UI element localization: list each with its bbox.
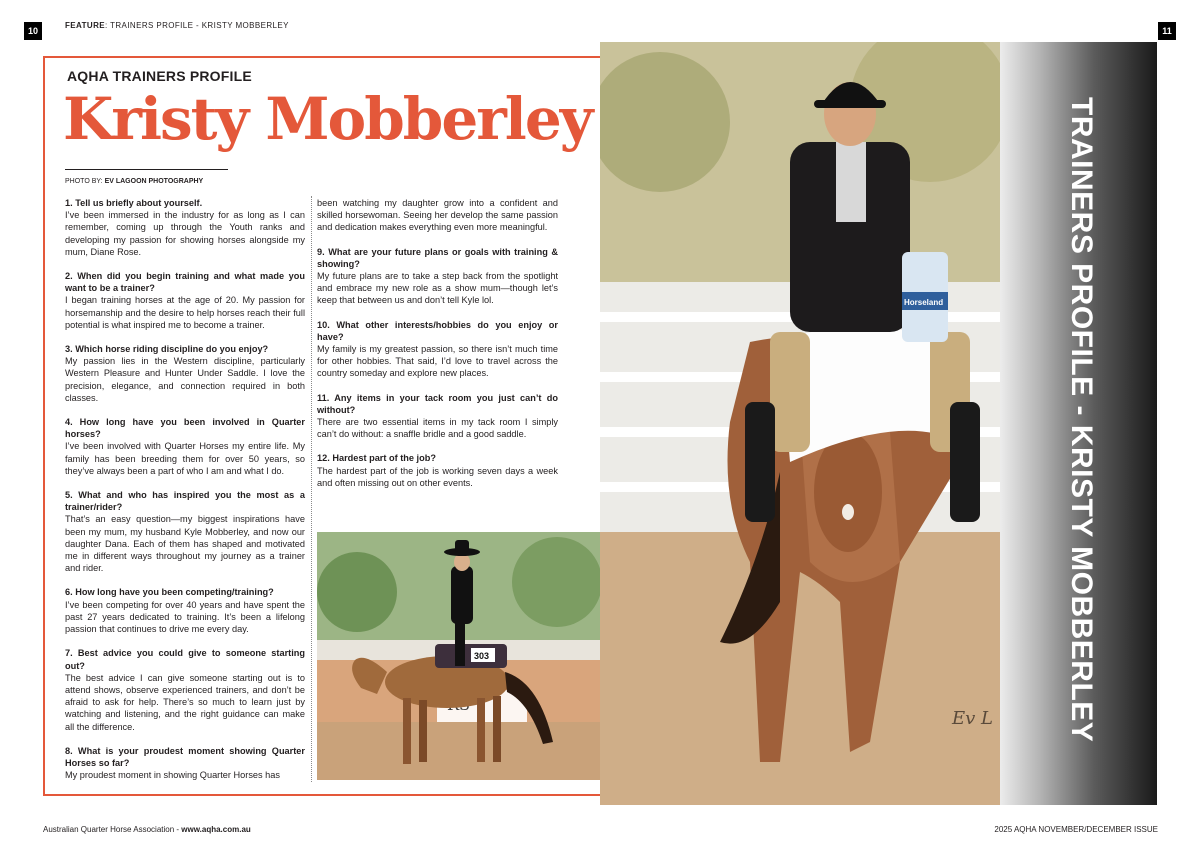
qa-block: [65, 270, 305, 331]
photo-hunter-horse-illustration: [600, 42, 1000, 805]
photographer-signature: Ev L: [952, 708, 993, 729]
answer: been watching my daughter grow into a confident and skilled horsewoman. Seeing her develop the same passion and dedication makes everything even more meaningful.: [317, 198, 558, 233]
answer: I’ve been immersed in the industry for as long as I can remember, coming up through the Youth ranks and developing my passion for showing horses alongside my mum, Diane Rose.: [65, 210, 305, 257]
qa-block: [65, 489, 305, 574]
footer-org: Australian Quarter Horse Association -: [43, 825, 182, 834]
qa-block: [65, 647, 305, 732]
question: 2. When did you begin training and what made you want to be a trainer?: [65, 271, 305, 294]
question: 4. How long have you been involved in Quarter horses?: [65, 417, 305, 440]
photo-reining-horse-illustration: [317, 532, 600, 780]
question: 1. Tell us briefly about yourself.: [65, 198, 203, 208]
exhibitor-number: 303: [474, 651, 490, 661]
answer: I’ve been involved with Quarter Horses my entire life. My family has been breeding them for over 50 years, so they’ve always been a part of who I am and what I do.: [65, 441, 305, 476]
question: 6. How long have you been competing/training?: [65, 587, 274, 598]
vertical-side-title: TRAINERS PROFILE - KRISTY MOBBERLEY: [1065, 97, 1098, 743]
column-divider: [311, 196, 312, 782]
page-number-right: 11: [1158, 22, 1176, 40]
answer: I began training horses at the age of 20. My passion for horsemanship and the desire to help horses reach their full potential is what inspired me to become a trainer.: [65, 295, 305, 330]
article-title: Kristy Mobberley: [63, 85, 592, 153]
footer-left: [43, 825, 251, 834]
article-kicker: AQHA TRAINERS PROFILE: [67, 68, 252, 84]
title-rule: [65, 169, 228, 170]
question: 12. Hardest part of the job?: [317, 453, 436, 464]
answer: My future plans are to take a step back from the spotlight and embrace my new role as a show mum—though let’s keep that between us and don’t tell Kyle lol.: [317, 271, 558, 306]
section-label: FEATURE: [65, 21, 105, 30]
text-column-2: [317, 197, 558, 501]
answer: The best advice I can give someone starting out is to attend shows, observe experienced trainers, and don’t be afraid to ask for help. There’s so much to learn just by watching and listening, and the right guidance can make all the difference.: [65, 672, 305, 732]
question: 5. What and who has inspired you the most as a trainer/rider?: [65, 490, 305, 513]
answer: That’s an easy question—my biggest inspirations have been my mum, my husband Kyle Mobberley, and now our daughter Dana. Each of them has shaped and motivated me in different ways throughout my journey as a trainer and rider.: [65, 514, 305, 574]
qa-block: [317, 392, 558, 441]
bag-text: Horseland: [904, 298, 944, 307]
question: 7. Best advice you could give to someone starting out?: [65, 648, 305, 671]
question: 3. Which horse riding discipline do you enjoy?: [65, 344, 269, 355]
frame-left-line: [43, 56, 45, 796]
qa-block: [65, 197, 305, 258]
photo-credit-label: PHOTO BY:: [65, 178, 105, 185]
question: 8. What is your proudest moment showing Quarter Horses so far?: [65, 745, 305, 768]
photo-hunter-horse: [600, 42, 1000, 805]
answer: My passion lies in the Western discipline, particularly Western Pleasure and Hunter Under Saddle. I love the precision, elegance, and connection required in both classes.: [65, 356, 305, 403]
footer-url[interactable]: www.aqha.com.au: [181, 825, 251, 834]
qa-block: [317, 246, 558, 307]
question: 9. What are your future plans or goals with training & showing?: [317, 246, 558, 269]
qa-block: [65, 416, 305, 477]
qa-block: [317, 452, 558, 489]
photo-credit: [65, 178, 203, 185]
photo-reining-horse: [317, 532, 600, 780]
qa-block: [65, 745, 305, 782]
footer-issue: 2025 AQHA NOVEMBER/DECEMBER ISSUE: [994, 825, 1158, 834]
qa-block: [317, 197, 558, 234]
answer: I’ve been competing for over 40 years and have spent the past 27 years dedicated to training. It’s been a lifelong passion that continues to drive me every day.: [65, 599, 305, 635]
question: 10. What other interests/hobbies do you enjoy or have?: [317, 319, 558, 342]
qa-block: [65, 586, 305, 635]
page-number-left: 10: [24, 22, 42, 40]
photo-credit-name: EV LAGOON PHOTOGRAPHY: [104, 178, 204, 185]
answer: My family is my greatest passion, so there isn’t much time for other hobbies. That said, I’d love to travel across the country someday and explore new places.: [317, 344, 558, 379]
question: 11. Any items in your tack room you just can’t do without?: [317, 392, 558, 415]
qa-block: [65, 343, 305, 404]
answer: There are two essential items in my tack room I simply can’t do without: a snaffle bridle and a good saddle.: [317, 417, 558, 440]
answer: The hardest part of the job is working seven days a week and often missing out on other events.: [317, 465, 558, 488]
qa-block: [317, 319, 558, 380]
section-title: : TRAINERS PROFILE - KRISTY MOBBERLEY: [104, 21, 289, 30]
answer: My proudest moment in showing Quarter Horses has: [65, 770, 280, 781]
running-header: [65, 21, 289, 30]
text-column-1: [65, 197, 305, 793]
